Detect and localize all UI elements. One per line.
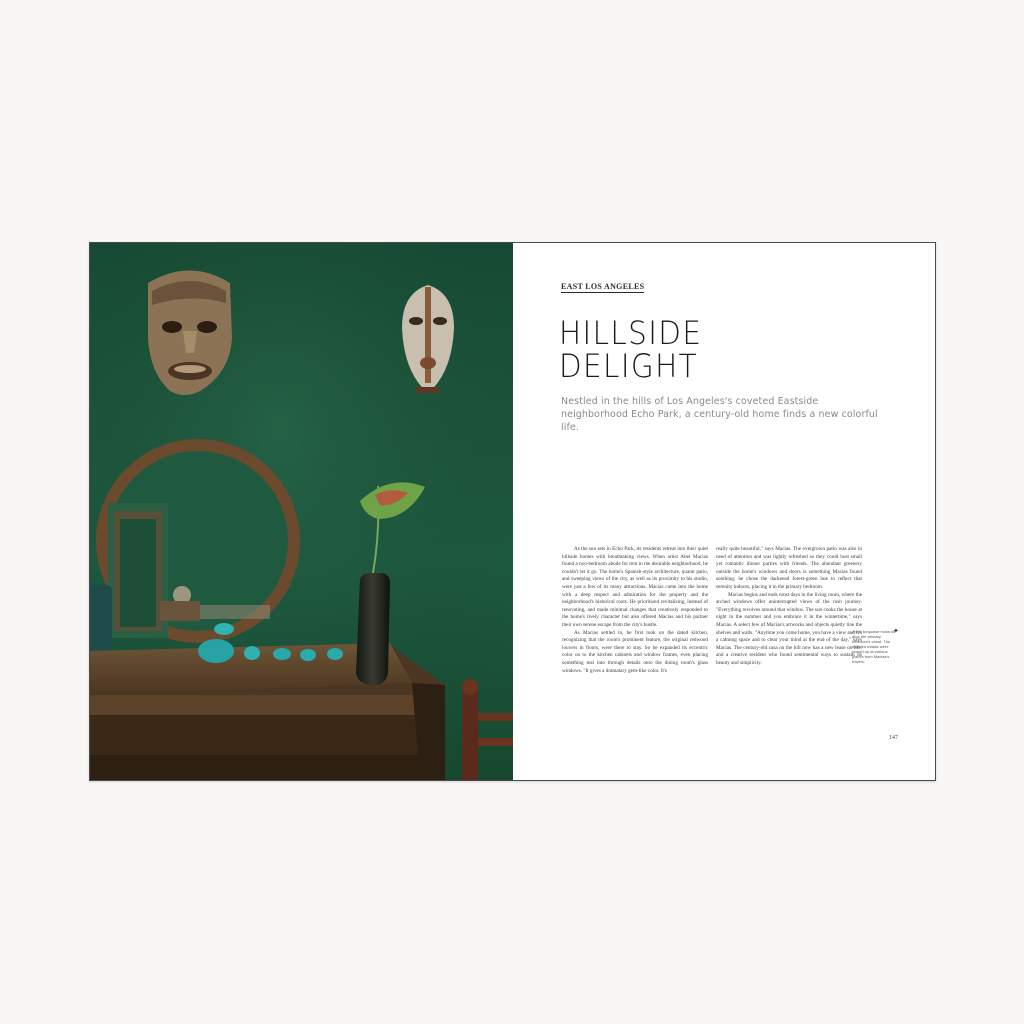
title-line-1: HILLSIDE <box>559 314 703 352</box>
wooden-dresser <box>90 643 445 780</box>
body-paragraph: As Macias settled in, he first took on the dated kitchen, recognizing that the room's prominent feature, the original redwood louvers in floors, were there to stay. So he expanded its eccentric color on to the kitchen cabinets and window frames, even placing something teal into through details onto the dining room's glass windows. "It gives a dramatary gem-like color. It's <box>562 629 708 674</box>
body-paragraph: As the sun sets in Echo Park, its residents retreat into their quiet hillside homes with breathtaking views. When artist Abel Macias found a two-bedroom abode for rent in the desirable neighborhood, he couldn't let it go. The home's Spanish-style architecture, quaint patio, and sweeping views of the city, as well as its proximity to his studio, were just a few of its many attractions. Macias came into the home with a deep respect and admiration for the property and the neighborhood's historical roots. He prioritized revitalizing, instead of renovating, and made minimal changes that creatively responded to the home's lively character but also offered Macias and his partner their own serene escape from the city's bustle. <box>562 546 708 628</box>
interior-photo-illustration <box>90 243 513 780</box>
article-dek: Nestled in the hills of Los Angeles's coveted Eastside neighborhood Echo Park, a century-old home finds a new colorful life. <box>561 396 878 433</box>
title-line-2: DELIGHT <box>559 347 698 385</box>
interior-photo <box>90 243 513 780</box>
magazine-spread <box>89 242 936 781</box>
round-mirror <box>96 439 300 643</box>
page-number: 147 <box>889 735 898 741</box>
body-paragraph: really quite beautiful," says Macias. The overgrown patio was also in need of attention and was lightly refreshed so they could host small yet romantic dinner parties with friends. The abundant greenery outside the home's windows and doors is something Macias found soothing; he chose the darkened forest-green hue to reflect that serenity indoors, placing it in the primary bedroom. <box>716 546 862 590</box>
caption-arrow-icon: ✦ <box>893 627 899 635</box>
body-paragraph: Macias begins and ends most days in the living room, where the arched windows offer uninterrupted views of the rush journey. "Everything revolves around that window. The sun cooks the house at night in the summer and you embrace it in the wintertime," says Macias. A select few of Macias's artworks and objects quietly line the shelves and walls. "Anytime you come home, you have a view and it's a calming space and to clear your mind at the end of the day," says Macias. The century-old casa on the hill now has a new lease on life, and a creative resident who found sentimental ways to sustain its beauty and simplicity. <box>716 591 862 666</box>
body-column-2 <box>716 546 862 668</box>
photo-caption: A few turquoise rocks sit atop the primary bedroom's chest. The wooden masks were picked up at various places from Macias's travels. <box>852 629 896 664</box>
article-title <box>559 314 703 385</box>
section-kicker: EAST LOS ANGELES <box>561 282 645 291</box>
text-page <box>513 243 935 780</box>
body-column-1 <box>562 546 708 675</box>
